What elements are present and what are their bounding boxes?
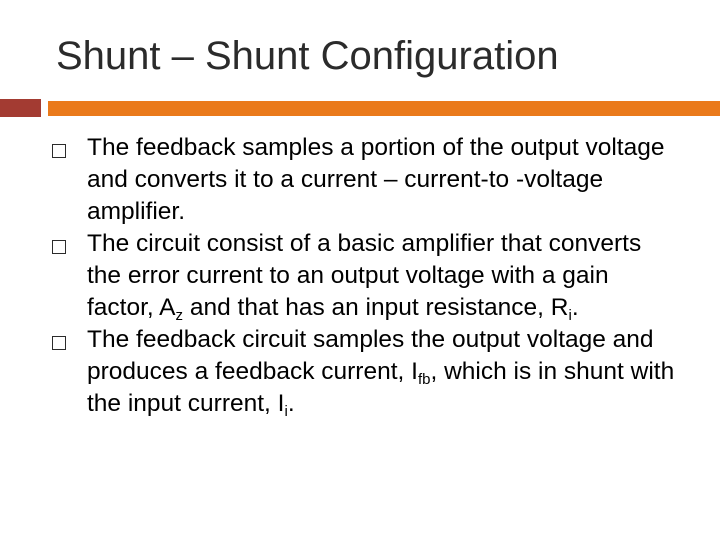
subscript: z <box>175 307 184 324</box>
subscript: fb <box>417 371 431 388</box>
square-bullet-icon <box>52 144 66 158</box>
accent-bar-left <box>0 99 41 117</box>
bullet-text <box>87 324 677 420</box>
square-bullet-icon <box>52 336 66 350</box>
square-bullet-icon <box>52 240 66 254</box>
bullet-text-part: . <box>287 390 295 417</box>
subscript: i <box>568 307 572 324</box>
slide-title: Shunt – Shunt Configuration <box>56 34 559 78</box>
bullet-item <box>52 132 692 228</box>
bullet-list <box>52 132 692 420</box>
bullet-text-part: , which is in shunt with the input current, I <box>87 358 675 417</box>
bullet-text <box>87 132 677 228</box>
bullet-text-part: The feedback circuit samples the output voltage and produces a feedback current, I <box>87 326 654 385</box>
bullet-item <box>52 324 692 420</box>
accent-bar-right <box>48 101 720 116</box>
bullet-text-part: and that has an input resistance, R <box>183 294 569 321</box>
bullet-text-part: The circuit consist of a basic amplifier that converts the error current to an output voltage with a gain factor, A <box>87 230 642 321</box>
subscript: i <box>284 403 288 420</box>
bullet-text <box>87 228 677 324</box>
bullet-text-part: . <box>571 294 579 321</box>
bullet-item <box>52 228 692 324</box>
bullet-text-part: The feedback samples a portion of the output voltage and converts it to a current – current-to -voltage amplifier. <box>87 134 665 225</box>
